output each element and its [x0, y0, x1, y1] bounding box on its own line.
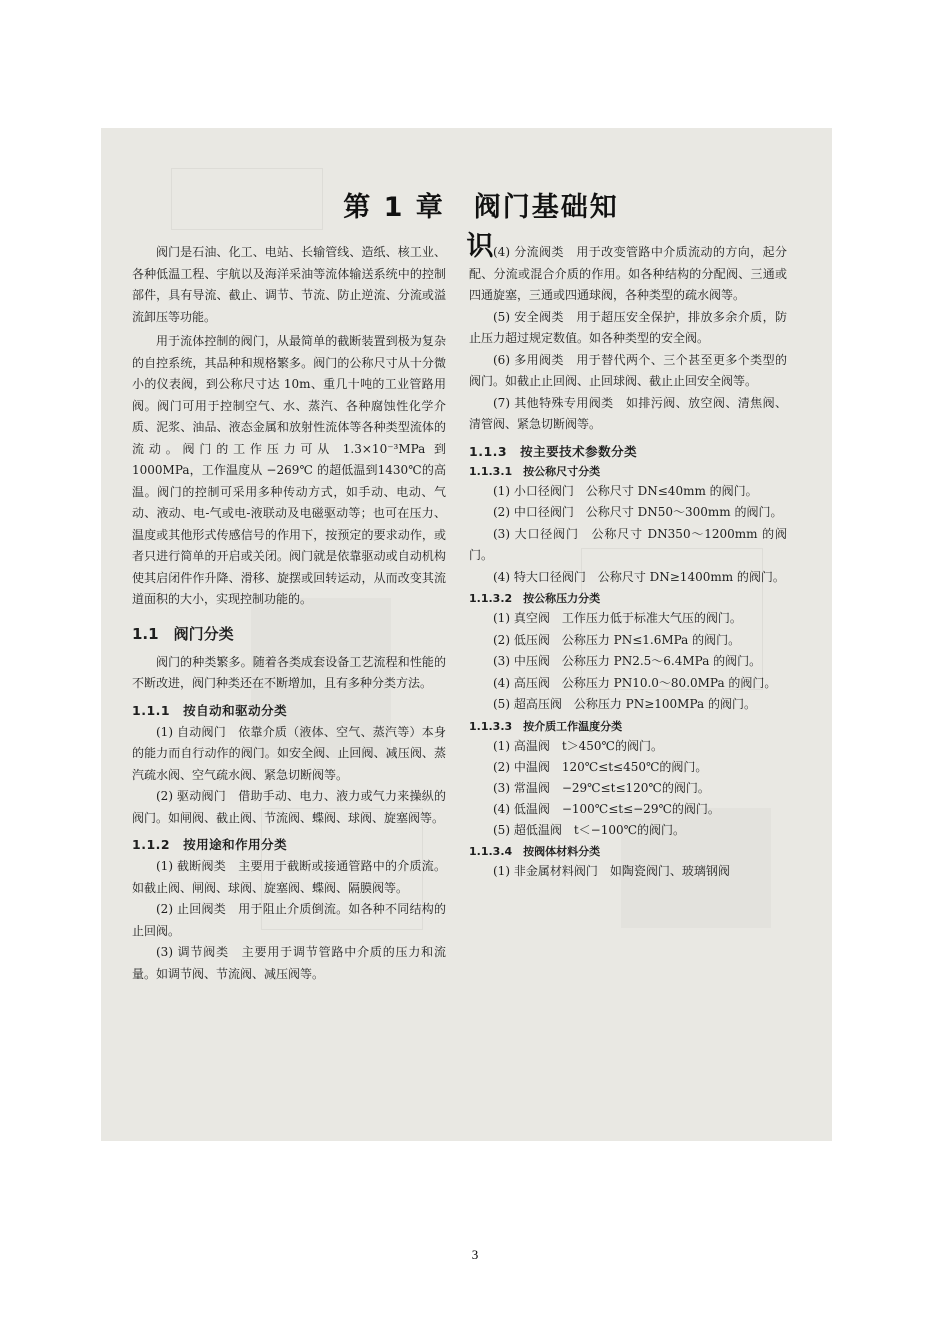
- subsubsection-heading: 1.1.3.1 按公称尺寸分类: [469, 464, 601, 478]
- list-item: (1) 非金属材料阀门 如陶瓷阀门、玻璃钢阀: [493, 863, 730, 878]
- list-item: (3) 中压阀 公称压力 PN2.5～6.4MPa 的阀门。: [493, 654, 762, 668]
- intro-paragraph: 阀门是石油、化工、电站、长输管线、造纸、核工业、各种低温工程、宇航以及海洋采油等流体输送系统中的控制部件，具有导流、截止、调节、节流、防止逆流、分流或溢流卸压等功能。: [132, 245, 446, 324]
- list-item: (1) 高温阀 t＞450℃的阀门。: [493, 738, 663, 753]
- list-item: (2) 止回阀类 用于阻止介质倒流。如各种不同结构的止回阀。: [132, 902, 446, 938]
- list-item: (2) 驱动阀门 借助手动、电力、液力或气力来操纵的阀门。如闸阀、截止阀、节流阀、蝶阀、球阀、旋塞阀等。: [132, 789, 446, 825]
- subsubsection-heading: 1.1.3.2 按公称压力分类: [469, 592, 601, 605]
- right-column: [469, 242, 787, 882]
- list-item: (2) 中口径阀门 公称尺寸 DN50～300mm 的阀门。: [493, 505, 783, 519]
- chapter-title: 第 1 章 阀门基础知识: [343, 192, 619, 262]
- list-item: (2) 低压阀 公称压力 PN≤1.6MPa 的阀门。: [493, 632, 741, 647]
- list-item: (6) 多用阀类 用于替代两个、三个甚至更多个类型的阀门。如截止止回阀、止回球阀、截止止回安全阀等。: [469, 352, 787, 388]
- list-item: (2) 中温阀 120℃≤t≤450℃的阀门。: [493, 759, 708, 774]
- intro-paragraph: 用于流体控制的阀门，从最简单的截断装置到极为复杂的自控系统，其品种和规格繁多。阀门的公称尺寸从十分微小的仪表阀，到公称尺寸达 10m、重几十吨的工业管路用阀。阀门可用于控制空气、水、蒸汽、各种腐蚀性化学介质、泥浆、油品、液态金属和放射性流体等各种类型流体的流动。阀门的工作压力可从 1.3×10⁻³MPa 到 1000MPa，工作温度从 −269℃ 的超低温到1430℃的高温。阀门的控制可采用多种传动方式，如手动、电动、气动、液动、电-气或电-液联动及电磁驱动等；也可在压力、温度或其他形式传感信号的作用下，按预定的要求动作，或者只进行简单的开启或关闭。阀门就是依靠驱动或自动机构使其启闭件作升降、滑移、旋摆或回转运动，从而改变其流道面积的大小，实现控制功能的。: [132, 334, 446, 606]
- list-item: (4) 高压阀 公称压力 PN10.0～80.0MPa 的阀门。: [493, 675, 777, 690]
- page-number: 3: [471, 1247, 479, 1262]
- list-item: (5) 超高压阀 公称压力 PN≥100MPa 的阀门。: [493, 697, 756, 711]
- scanned-page: [101, 128, 832, 1141]
- list-item: (4) 特大口径阀门 公称尺寸 DN≥1400mm 的阀门。: [493, 569, 785, 584]
- list-item: (3) 大口径阀门 公称尺寸 DN350～1200mm 的阀门。: [469, 526, 787, 562]
- list-item: (3) 常温阀 −29℃≤t≤120℃的阀门。: [493, 780, 710, 795]
- list-item: (5) 安全阀类 用于超压安全保护，排放多余介质，防止压力超过规定数值。如各种类型的安全阀。: [469, 309, 787, 345]
- subsubsection-heading: 1.1.3.4 按阀体材料分类: [469, 844, 601, 858]
- list-item: (1) 自动阀门 依靠介质（液体、空气、蒸汽等）本身的能力而自行动作的阀门。如安全阀、止回阀、减压阀、蒸汽疏水阀、空气疏水阀、紧急切断阀等。: [132, 724, 446, 782]
- section-heading: 1.1 阀门分类: [132, 624, 234, 643]
- list-item: (5) 超低温阀 t＜−100℃的阀门。: [493, 822, 686, 837]
- list-item: (1) 截断阀类 主要用于截断或接通管路中的介质流。如截止阀、闸阀、球阀、旋塞阀、蝶阀、隔膜阀等。: [132, 859, 446, 895]
- subsection-heading: 1.1.2 按用途和作用分类: [132, 837, 288, 852]
- left-column: [132, 242, 446, 985]
- section-paragraph: 阀门的种类繁多。随着各类成套设备工艺流程和性能的不断改进，阀门种类还在不断增加，且有多种分类方法。: [132, 654, 446, 690]
- subsubsection-heading: 1.1.3.3 按介质工作温度分类: [469, 719, 623, 733]
- list-item: (3) 调节阀类 主要用于调节管路中介质的压力和流量。如调节阀、节流阀、减压阀等。: [132, 945, 446, 981]
- list-item: (1) 小口径阀门 公称尺寸 DN≤40mm 的阀门。: [493, 483, 758, 498]
- list-item: (4) 低温阀 −100℃≤t≤−29℃的阀门。: [493, 801, 720, 816]
- list-item: (1) 真空阀 工作压力低于标准大气压的阀门。: [493, 611, 742, 625]
- list-item: (4) 分流阀类 用于改变管路中介质流动的方向，起分配、分流或混合介质的作用。如各种结构的分配阀、三通或四通旋塞，三通或四通球阀，各种类型的疏水阀等。: [469, 245, 787, 302]
- bleed-through-figure: [171, 168, 323, 230]
- list-item: (7) 其他特殊专用阀类 如排污阀、放空阀、清焦阀、清管阀、紧急切断阀等。: [469, 395, 787, 431]
- subsection-heading: 1.1.1 按自动和驱动分类: [132, 702, 288, 718]
- subsection-heading: 1.1.3 按主要技术参数分类: [469, 443, 638, 459]
